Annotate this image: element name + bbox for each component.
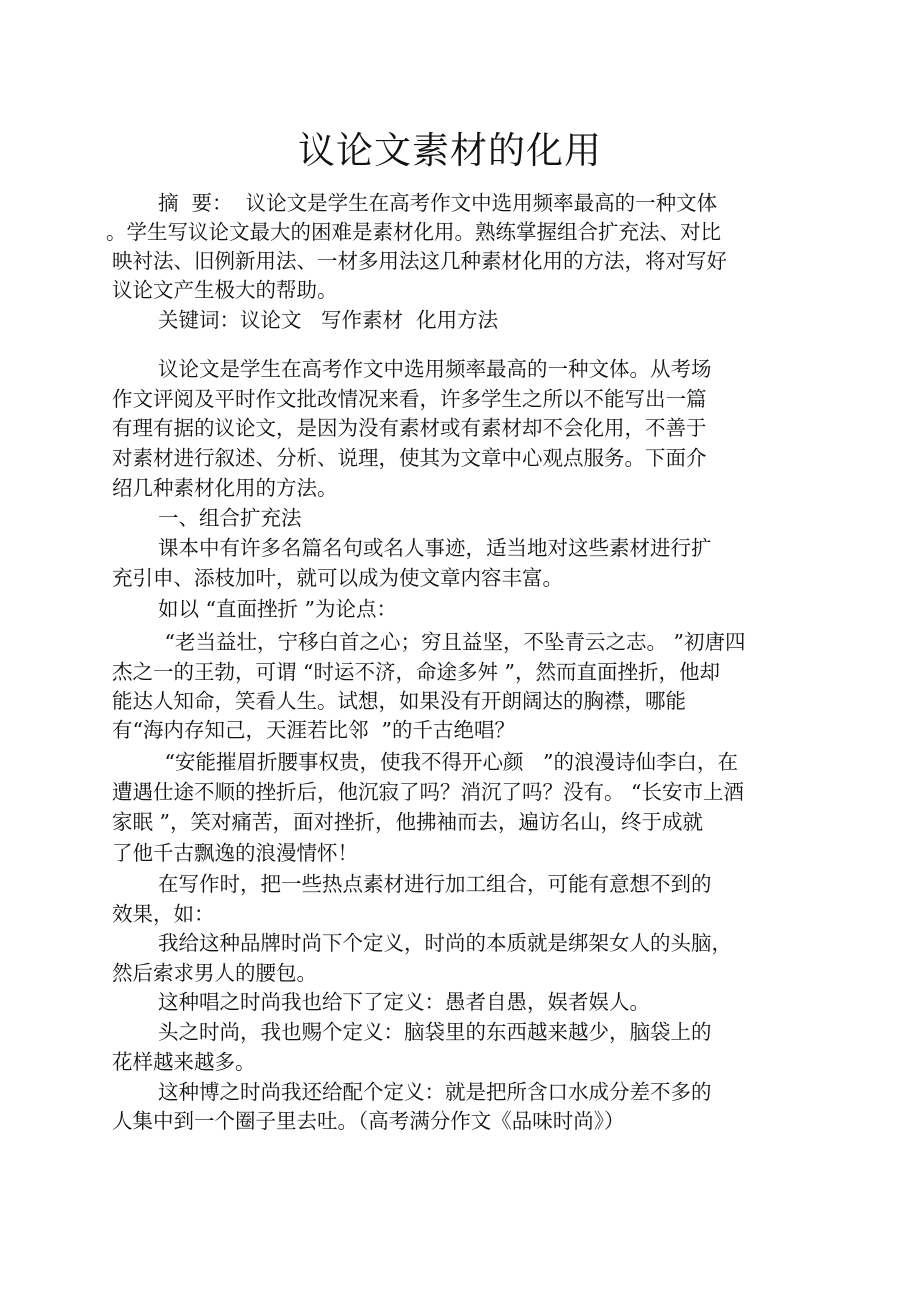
abstract-line: 摘 要： 议论文是学生在高考作文中选用频率最高的一种文体 xyxy=(158,191,718,215)
paragraph-line: 对素材进行叙述、分析、说理，使其为文章中心观点服务。下面介 xyxy=(112,446,707,470)
paragraph-line: 议论文是学生在高考作文中选用频率最高的一种文体。从考场 xyxy=(158,357,712,381)
paragraph-line: 有理有据的议论文，是因为没有素材或有素材却不会化用，不善于 xyxy=(112,416,707,440)
paragraph-line: 人集中到一个圈子里去吐。（高考满分作文《品味时尚》） xyxy=(112,1109,625,1133)
paragraph-line: “安能摧眉折腰事权贵，使我不得开心颜 ”的浪漫诗仙李白，在 xyxy=(158,750,739,774)
paragraph-line: 充引申、添枝加叶，就可以成为使文章内容丰富。 xyxy=(112,566,563,590)
paragraph-line: 如以 “直面挫折 ”为论点： xyxy=(158,597,397,621)
paragraph-line: 杰之一的王勃，可谓 “时运不济，命途多舛 ”，然而直面挫折，他却 xyxy=(112,660,720,684)
abstract-line: 映衬法、旧例新用法、一材多用法这几种素材化用的方法，将对写好 xyxy=(112,249,727,273)
paragraph-line: 有“海内存知己，天涯若比邻 ”的千古绝唱？ xyxy=(112,718,515,742)
paragraph-line: 家眠 ”，笑对痛苦，面对挫折，他拂袖而去，遍访名山，终于成就 xyxy=(112,810,703,834)
paragraph-line: 了他千古飘逸的浪漫情怀！ xyxy=(112,841,358,865)
paragraph-line: 课本中有许多名篇名句或名人事迹，适当地对这些素材进行扩 xyxy=(158,536,712,560)
paragraph-line: 然后索求男人的腰包。 xyxy=(112,961,317,985)
keywords-line: 关键词：议论文 写作素材 化用方法 xyxy=(158,308,499,332)
paragraph-line: 这种唱之时尚我也给下了定义：愚者自愚，娱者娱人。 xyxy=(158,990,650,1014)
paragraph-line: 我给这种品牌时尚下个定义，时尚的本质就是绑架女人的头脑， xyxy=(158,931,732,955)
paragraph-line: 绍几种素材化用的方法。 xyxy=(112,476,338,500)
section-heading: 一、组合扩充法 xyxy=(158,506,302,530)
paragraph-line: 这种博之时尚我还给配个定义：就是把所含口水成分差不多的 xyxy=(158,1080,712,1104)
paragraph-line: 花样越来越多。 xyxy=(112,1050,256,1074)
paragraph-line: 在写作时，把一些热点素材进行加工组合，可能有意想不到的 xyxy=(158,872,712,896)
paragraph-line: 能达人知命，笑看人生。试想，如果没有开朗阔达的胸襟，哪能 xyxy=(112,689,686,713)
abstract-line: 。学生写议论文最大的困难是素材化用。熟练掌握组合扩充法、对比 xyxy=(106,220,721,244)
paragraph-line: 作文评阅及平时作文批改情况来看，许多学生之所以不能写出一篇 xyxy=(112,387,707,411)
document-title: 议论文素材的化用 xyxy=(298,129,602,172)
paragraph-line: 遭遇仕途不顺的挫折后，他沉寂了吗？消沉了吗？没有。 “长安市上酒 xyxy=(112,780,744,804)
paragraph-line: 头之时尚，我也赐个定义：脑袋里的东西越来越少，脑袋上的 xyxy=(158,1020,712,1044)
abstract-line: 议论文产生极大的帮助。 xyxy=(112,278,338,302)
paragraph-line: 效果，如： xyxy=(112,902,215,926)
paragraph-line: “老当益壮，宁移白首之心；穷且益坚，不坠青云之志。 ”初唐四 xyxy=(158,630,746,654)
